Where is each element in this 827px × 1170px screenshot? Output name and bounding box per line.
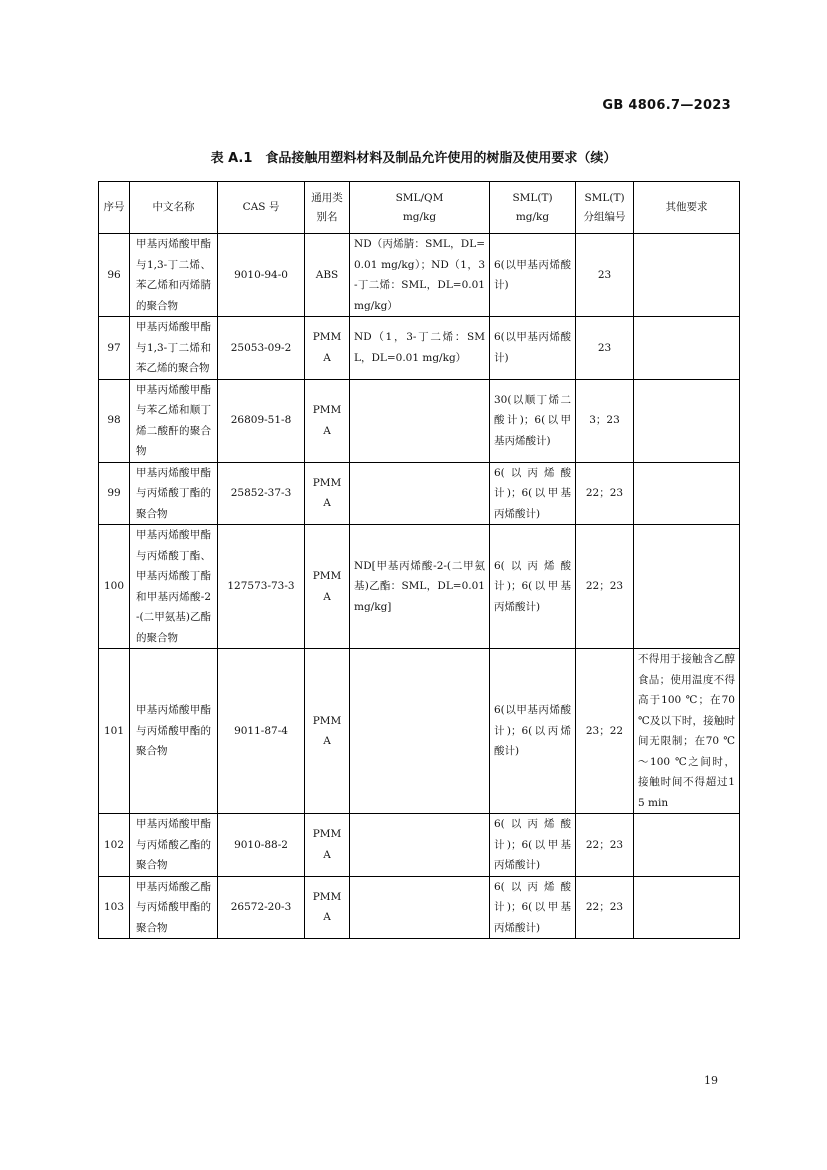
- category-code-cell: ABS: [305, 234, 350, 317]
- col-header-code: 通用类别名: [305, 182, 350, 234]
- table-title: 表 A.1 食品接触用塑料材料及制品允许使用的树脂及使用要求（续）: [210, 151, 617, 166]
- table-row: [99, 234, 740, 317]
- sml-qm-cell: [350, 462, 490, 525]
- col-header-other: 其他要求: [634, 182, 740, 234]
- other-requirements-cell: [634, 317, 740, 380]
- cas-number-cell: 26809-51-8: [218, 379, 305, 462]
- row-number-cell: 102: [99, 814, 130, 877]
- standard-code: GB 4806.7—2023: [602, 98, 731, 113]
- col-header-cas: CAS 号: [218, 182, 305, 234]
- table-row: [99, 317, 740, 380]
- chinese-name-cell: 甲基丙烯酸甲酯与丙烯酸乙酯的聚合物: [130, 814, 218, 877]
- other-requirements-cell: [634, 876, 740, 939]
- other-requirements-cell: [634, 234, 740, 317]
- sml-group-cell: 22；23: [576, 814, 634, 877]
- sml-qm-cell: ND[甲基丙烯酸-2-(二甲氨基)乙酯：SML，DL=0.01 mg/kg]: [350, 525, 490, 649]
- table-row: [99, 462, 740, 525]
- row-number-cell: 100: [99, 525, 130, 649]
- sml-t-cell: 6(以甲基丙烯酸计): [490, 234, 576, 317]
- category-code-cell: PMMA: [305, 649, 350, 814]
- sml-qm-cell: ND（丙烯腈：SML，DL=0.01 mg/kg）；ND（1，3-丁二烯：SML，DL=0.01 mg/kg）: [350, 234, 490, 317]
- category-code-cell: PMMA: [305, 814, 350, 877]
- chinese-name-cell: 甲基丙烯酸乙酯与丙烯酸甲酯的聚合物: [130, 876, 218, 939]
- col-header-group: SML(T) 分组编号: [576, 182, 634, 234]
- cas-number-cell: 127573-73-3: [218, 525, 305, 649]
- chinese-name-cell: 甲基丙烯酸甲酯与丙烯酸甲酯的聚合物: [130, 649, 218, 814]
- chinese-name-cell: 甲基丙烯酸甲酯与苯乙烯和顺丁烯二酸酐的聚合物: [130, 379, 218, 462]
- row-number-cell: 103: [99, 876, 130, 939]
- table-body: [99, 234, 740, 939]
- sml-t-cell: 6(以丙烯酸计)；6(以甲基丙烯酸计): [490, 525, 576, 649]
- other-requirements-cell: [634, 462, 740, 525]
- sml-qm-cell: [350, 814, 490, 877]
- col-header-name: 中文名称: [130, 182, 218, 234]
- category-code-cell: PMMA: [305, 876, 350, 939]
- row-number-cell: 96: [99, 234, 130, 317]
- table-row: [99, 876, 740, 939]
- cas-number-cell: 25852-37-3: [218, 462, 305, 525]
- table-row: [99, 379, 740, 462]
- sml-group-cell: 22；23: [576, 462, 634, 525]
- chinese-name-cell: 甲基丙烯酸甲酯与1,3-丁二烯、苯乙烯和丙烯腈的聚合物: [130, 234, 218, 317]
- sml-group-cell: 22；23: [576, 876, 634, 939]
- sml-group-cell: 3；23: [576, 379, 634, 462]
- other-requirements-cell: 不得用于接触含乙醇食品；使用温度不得高于100 ℃；在70 ℃及以下时，接触时间无限制；在70 ℃～100 ℃之间时，接触时间不得超过15 min: [634, 649, 740, 814]
- row-number-cell: 99: [99, 462, 130, 525]
- table-row: [99, 649, 740, 814]
- cas-number-cell: 9011-87-4: [218, 649, 305, 814]
- col-header-qm: SML/QM mg/kg: [350, 182, 490, 234]
- row-number-cell: 97: [99, 317, 130, 380]
- cas-number-cell: 9010-94-0: [218, 234, 305, 317]
- sml-t-cell: 6(以甲基丙烯酸计): [490, 317, 576, 380]
- table-header-row: [99, 182, 740, 234]
- col-header-no: 序号: [99, 182, 130, 234]
- sml-t-cell: 6(以丙烯酸计)；6(以甲基丙烯酸计): [490, 814, 576, 877]
- category-code-cell: PMMA: [305, 317, 350, 380]
- chinese-name-cell: 甲基丙烯酸甲酯与丙烯酸丁酯的聚合物: [130, 462, 218, 525]
- table-row: [99, 814, 740, 877]
- category-code-cell: PMMA: [305, 379, 350, 462]
- sml-group-cell: 22；23: [576, 525, 634, 649]
- sml-t-cell: 30(以顺丁烯二酸计)；6(以甲基丙烯酸计): [490, 379, 576, 462]
- resin-table: [98, 181, 740, 939]
- sml-qm-cell: [350, 379, 490, 462]
- page-number: 19: [704, 1074, 718, 1087]
- sml-qm-cell: ND（1，3-丁二烯：SML，DL=0.01 mg/kg）: [350, 317, 490, 380]
- col-header-sml: SML(T) mg/kg: [490, 182, 576, 234]
- cas-number-cell: 9010-88-2: [218, 814, 305, 877]
- sml-t-cell: 6(以丙烯酸计)；6(以甲基丙烯酸计): [490, 462, 576, 525]
- sml-qm-cell: [350, 649, 490, 814]
- sml-t-cell: 6(以甲基丙烯酸计)；6(以丙烯酸计): [490, 649, 576, 814]
- sml-qm-cell: [350, 876, 490, 939]
- cas-number-cell: 25053-09-2: [218, 317, 305, 380]
- sml-group-cell: 23: [576, 317, 634, 380]
- row-number-cell: 101: [99, 649, 130, 814]
- chinese-name-cell: 甲基丙烯酸甲酯与丙烯酸丁酯、甲基丙烯酸丁酯和甲基丙烯酸-2-(二甲氨基)乙酯的聚合物: [130, 525, 218, 649]
- sml-t-cell: 6(以丙烯酸计)；6(以甲基丙烯酸计): [490, 876, 576, 939]
- category-code-cell: PMMA: [305, 525, 350, 649]
- chinese-name-cell: 甲基丙烯酸甲酯与1,3-丁二烯和苯乙烯的聚合物: [130, 317, 218, 380]
- other-requirements-cell: [634, 525, 740, 649]
- sml-group-cell: 23: [576, 234, 634, 317]
- cas-number-cell: 26572-20-3: [218, 876, 305, 939]
- sml-group-cell: 23；22: [576, 649, 634, 814]
- row-number-cell: 98: [99, 379, 130, 462]
- table-row: [99, 525, 740, 649]
- category-code-cell: PMMA: [305, 462, 350, 525]
- other-requirements-cell: [634, 814, 740, 877]
- other-requirements-cell: [634, 379, 740, 462]
